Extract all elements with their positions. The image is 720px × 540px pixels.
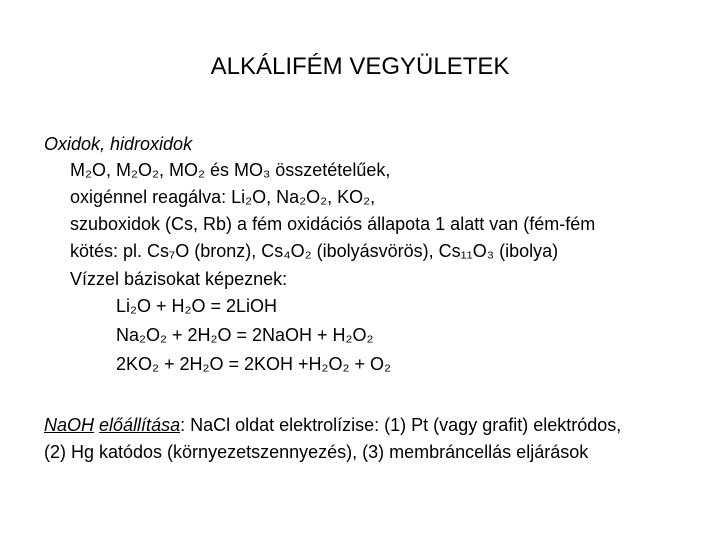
water-bases-line: Vízzel bázisokat képeznek: [70,269,288,289]
naoh-production-line [44,413,621,437]
section-heading: Oxidok, hidroxidok [44,134,193,154]
slide-title: ALKÁLIFÉM VEGYÜLETEK [210,53,510,80]
naoh-term: NaOH [44,415,95,435]
oxide-types-line: M₂O, M₂O₂, MO₂ és MO₃ összetételűek, [70,160,391,180]
naoh-production-text: : NaCl oldat elektrolízise: (1) Pt (vagy grafit) elektródos, [180,415,622,435]
naoh-methods-line: (2) Hg katódos (környezetszennyezés), (3) membráncellás eljárások [44,442,589,462]
suboxide-examples-line: kötés: pl. Cs₇O (bronz), Cs₄O₂ (ibolyásvörös), Cs₁₁O₃ (ibolya) [70,241,559,261]
equation-ko2: 2KO₂ + 2H₂O = 2KOH +H₂O₂ + O₂ [116,354,392,374]
naoh-production-term: előállítása [99,415,181,435]
oxygen-reaction-line: oxigénnel reagálva: Li₂O, Na₂O₂, KO₂, [70,187,376,207]
suboxide-line: szuboxidok (Cs, Rb) a fém oxidációs állapota 1 alatt van (fém-fém [70,214,596,234]
equation-na2o2: Na₂O₂ + 2H₂O = 2NaOH + H₂O₂ [116,325,374,345]
equation-li2o: Li₂O + H₂O = 2LiOH [116,296,278,316]
